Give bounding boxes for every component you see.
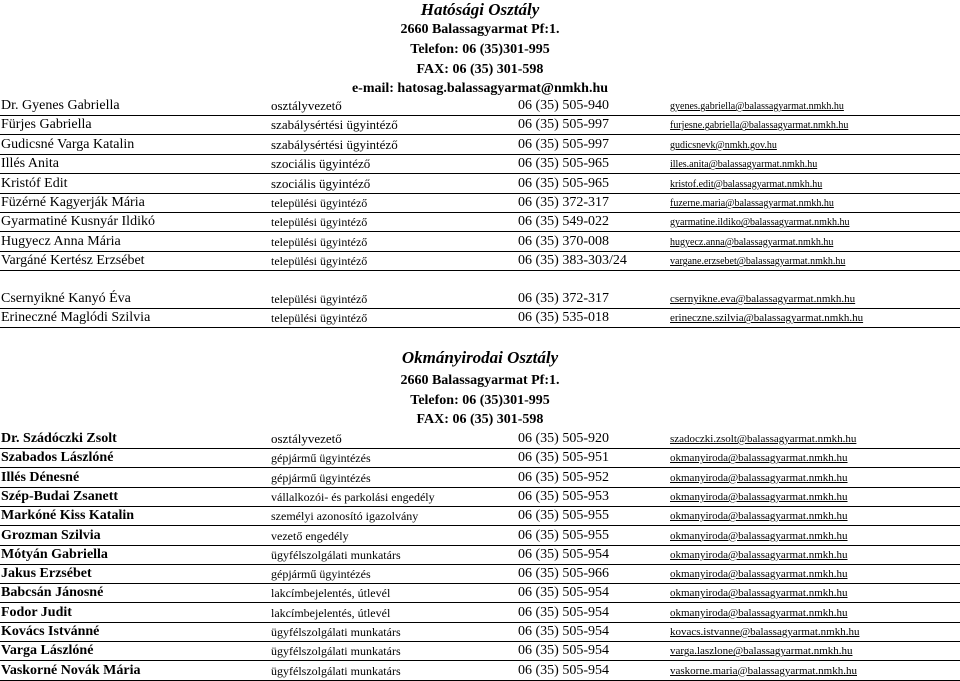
- person-email-link[interactable]: gudicsnevk@nmkh.gov.hu: [670, 139, 777, 151]
- person-role: ügyfélszolgálati munkatárs: [271, 625, 401, 639]
- person-email-link[interactable]: okmanyiroda@balassagyarmat.nmkh.hu: [670, 529, 848, 542]
- table-row: [0, 546, 960, 565]
- person-role: osztályvezető: [271, 98, 342, 113]
- person-email-link[interactable]: okmanyiroda@balassagyarmat.nmkh.hu: [670, 510, 848, 523]
- table-row: [0, 488, 960, 507]
- person-name: Szép-Budai Zsanett: [1, 488, 119, 504]
- person-role: gépjármű ügyintézés: [271, 567, 371, 582]
- table-row: [0, 155, 960, 174]
- person-phone: 06 (35) 505-955: [518, 527, 609, 543]
- person-phone: 06 (35) 505-954: [518, 604, 609, 620]
- table-row: [0, 623, 960, 642]
- person-email-link[interactable]: gyenes.gabriella@balassagyarmat.nmkh.hu: [670, 101, 844, 112]
- person-role: ügyfélszolgálati munkatárs: [271, 547, 401, 562]
- table-row: [0, 252, 960, 271]
- person-name: Dr. Gyenes Gabriella: [1, 98, 120, 113]
- person-name: Vargáné Kertész Erzsébet: [1, 253, 145, 269]
- table-row: [0, 507, 960, 526]
- person-name: Grozman Szilvia: [1, 527, 101, 543]
- section2-fax: FAX: 06 (35) 301-598: [416, 412, 544, 427]
- person-name: Markóné Kiss Katalin: [1, 508, 135, 524]
- person-phone: 06 (35) 505-953: [518, 488, 609, 504]
- person-role: vezető engedély: [271, 528, 349, 543]
- table-row: [0, 175, 960, 194]
- person-role: lakcímbejelentés, útlevél: [271, 586, 391, 601]
- person-phone: 06 (35) 505-965: [518, 175, 609, 191]
- person-name: Erineczné Maglódi Szilvia: [1, 310, 151, 326]
- person-name: Illés Dénesné: [1, 469, 80, 485]
- section1-email: e-mail: hatosag.balassagyarmat@nmkh.hu: [351, 81, 609, 96]
- person-phone: 06 (35) 505-966: [518, 566, 609, 582]
- section2-title: Okmányirodai Osztály: [401, 348, 559, 367]
- person-email-link[interactable]: szadoczki.zsolt@balassagyarmat.nmkh.hu: [670, 433, 857, 445]
- person-name: Kristóf Edit: [1, 175, 68, 191]
- person-phone: 06 (35) 505-920: [518, 431, 609, 446]
- person-name: Mótyán Gabriella: [1, 546, 108, 562]
- person-name: Dr. Szádóczki Zsolt: [1, 431, 117, 446]
- table-row: [0, 309, 960, 328]
- person-role: személyi azonosító igazolvány: [271, 509, 419, 524]
- table-row: [0, 565, 960, 584]
- table-row: [0, 136, 960, 155]
- person-role: szociális ügyintéző: [271, 175, 371, 191]
- person-email-link[interactable]: vargane.erzsebet@balassagyarmat.nmkh.hu: [670, 256, 846, 268]
- person-role: szociális ügyintéző: [271, 156, 371, 172]
- person-email-link[interactable]: kristof.edit@balassagyarmat.nmkh.hu: [670, 178, 823, 190]
- person-email-link[interactable]: furjesne.gabriella@balassagyarmat.nmkh.hu: [670, 120, 849, 132]
- person-email-link[interactable]: erineczne.szilvia@balassagyarmat.nmkh.hu: [670, 312, 864, 325]
- table-row: [0, 469, 960, 488]
- person-email-link[interactable]: okmanyiroda@balassagyarmat.nmkh.hu: [670, 587, 848, 600]
- person-phone: 06 (35) 535-018: [518, 310, 609, 326]
- person-phone: 06 (35) 505-951: [518, 450, 609, 466]
- person-phone: 06 (35) 505-954: [518, 662, 609, 678]
- person-phone: 06 (35) 505-997: [518, 117, 609, 133]
- person-phone: 06 (35) 383-303/24: [518, 253, 627, 269]
- person-phone: 06 (35) 370-008: [518, 233, 609, 249]
- person-email-link[interactable]: vaskorne.maria@balassagyarmat.nmkh.hu: [670, 664, 857, 677]
- person-name: Gudicsné Varga Katalin: [1, 136, 135, 152]
- person-phone: 06 (35) 372-317: [518, 195, 609, 210]
- person-name: Jakus Erzsébet: [1, 566, 92, 582]
- table-row: [0, 449, 960, 468]
- person-email-link[interactable]: hugyecz.anna@balassagyarmat.nmkh.hu: [670, 236, 834, 248]
- person-role: települési ügyintéző: [271, 196, 368, 210]
- person-phone: 06 (35) 505-954: [518, 624, 609, 639]
- table-row: [0, 430, 960, 449]
- person-email-link[interactable]: okmanyiroda@balassagyarmat.nmkh.hu: [670, 490, 848, 503]
- table-row: [0, 233, 960, 252]
- section1-title: Hatósági Osztály: [420, 0, 540, 19]
- person-name: Füzérné Kagyerják Mária: [1, 195, 145, 210]
- table-row: [0, 194, 960, 213]
- table-row: [0, 642, 960, 661]
- person-email-link[interactable]: okmanyiroda@balassagyarmat.nmkh.hu: [670, 568, 848, 581]
- section1-fax: FAX: 06 (35) 301-598: [416, 62, 544, 77]
- person-email-link[interactable]: okmanyiroda@balassagyarmat.nmkh.hu: [670, 606, 848, 619]
- person-role: osztályvezető: [271, 431, 342, 446]
- person-email-link[interactable]: okmanyiroda@balassagyarmat.nmkh.hu: [670, 548, 848, 561]
- person-role: települési ügyintéző: [271, 234, 368, 249]
- table-row: [0, 604, 960, 623]
- person-name: Csernyikné Kanyó Éva: [1, 291, 131, 306]
- person-role: szabálysértési ügyintéző: [271, 136, 398, 152]
- person-role: gépjármű ügyintézés: [271, 470, 371, 485]
- person-role: ügyfélszolgálati munkatárs: [271, 644, 401, 659]
- person-email-link[interactable]: okmanyiroda@balassagyarmat.nmkh.hu: [670, 452, 848, 465]
- person-role: vállalkozói- és parkolási engedély: [271, 489, 435, 504]
- person-phone: 06 (35) 505-955: [518, 508, 609, 524]
- person-phone: 06 (35) 505-952: [518, 469, 609, 485]
- person-role: települési ügyintéző: [271, 254, 368, 269]
- table-row: [0, 584, 960, 603]
- person-name: Babcsán Jánosné: [1, 585, 104, 601]
- person-role: gépjármű ügyintézés: [271, 451, 371, 466]
- person-phone: 06 (35) 505-965: [518, 156, 609, 172]
- person-name: Szabados Lászlóné: [1, 450, 114, 466]
- person-role: ügyfélszolgálati munkatárs: [271, 663, 401, 678]
- person-name: Kovács Istvánné: [1, 624, 100, 639]
- table-row: [0, 213, 960, 232]
- section2-address: 2660 Balassagyarmat Pf:1.: [400, 373, 560, 388]
- section2-phone: Telefon: 06 (35)301-995: [410, 393, 550, 408]
- section1-address: 2660 Balassagyarmat Pf:1.: [400, 22, 560, 37]
- person-phone: 06 (35) 505-997: [518, 136, 609, 152]
- table-row: [0, 527, 960, 546]
- person-role: lakcímbejelentés, útlevél: [271, 605, 391, 620]
- person-phone: 06 (35) 505-954: [518, 643, 609, 659]
- person-phone: 06 (35) 505-954: [518, 546, 609, 562]
- person-name: Gyarmatiné Kusnyár Ildikó: [1, 214, 155, 230]
- person-name: Vaskorné Novák Mária: [1, 662, 141, 678]
- person-name: Illés Anita: [1, 156, 59, 172]
- person-name: Varga Lászlóné: [1, 643, 94, 659]
- person-email-link[interactable]: csernyikne.eva@balassagyarmat.nmkh.hu: [670, 293, 856, 305]
- person-phone: 06 (35) 505-940: [518, 98, 609, 113]
- section1-phone: Telefon: 06 (35)301-995: [410, 42, 550, 57]
- person-name: Fürjes Gabriella: [1, 117, 92, 133]
- person-role: települési ügyintéző: [271, 311, 368, 326]
- person-role: települési ügyintéző: [271, 292, 368, 306]
- person-phone: 06 (35) 549-022: [518, 214, 609, 230]
- table-row: [0, 97, 960, 116]
- person-email-link[interactable]: gyarmatine.ildiko@balassagyarmat.nmkh.hu: [670, 217, 850, 229]
- person-email-link[interactable]: fuzerne.maria@balassagyarmat.nmkh.hu: [670, 198, 834, 209]
- person-name: Hugyecz Anna Mária: [1, 233, 121, 249]
- person-phone: 06 (35) 372-317: [518, 291, 609, 306]
- person-phone: 06 (35) 505-954: [518, 585, 609, 601]
- person-email-link[interactable]: illes.anita@balassagyarmat.nmkh.hu: [670, 159, 818, 171]
- person-email-link[interactable]: okmanyiroda@balassagyarmat.nmkh.hu: [670, 471, 848, 484]
- person-name: Fodor Judit: [1, 604, 72, 620]
- table-row: [0, 662, 960, 681]
- person-role: települési ügyintéző: [271, 215, 368, 230]
- table-row: [0, 290, 960, 309]
- person-email-link[interactable]: varga.laszlone@balassagyarmat.nmkh.hu: [670, 645, 853, 658]
- person-role: szabálysértési ügyintéző: [271, 117, 398, 133]
- person-email-link[interactable]: kovacs.istvanne@balassagyarmat.nmkh.hu: [670, 626, 860, 638]
- table-row: [0, 116, 960, 135]
